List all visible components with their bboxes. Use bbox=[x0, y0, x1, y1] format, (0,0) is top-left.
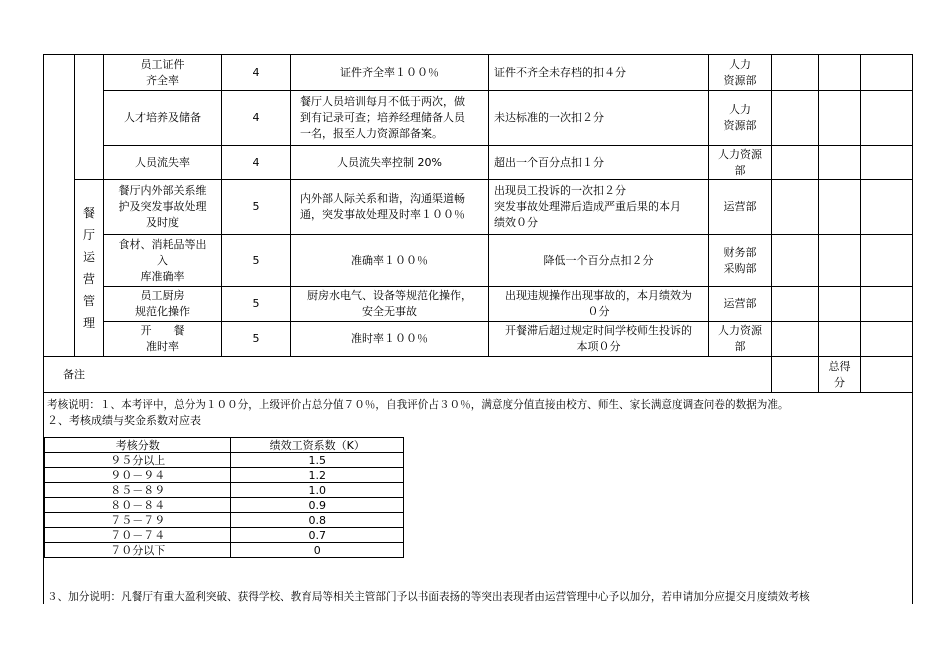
row3-standard: 人员流失率控制 20% bbox=[337, 155, 442, 169]
row4-item: 餐厅内外部关系维 护及突发事故处理 及时度 bbox=[118, 184, 207, 229]
row2-score: 4 bbox=[252, 111, 260, 124]
col-line-7 bbox=[771, 54, 772, 392]
row3-score: 4 bbox=[252, 155, 260, 169]
note-line-2: ２、考核成绩与奖金系数对应表 bbox=[47, 414, 201, 427]
row2-standard: 餐厅人员培训每月不低于两次，做 到有记录可查；培养经理储备人员 一名，报至人力资源部备案。 bbox=[300, 95, 465, 140]
coef-k: 1.2 bbox=[231, 468, 404, 483]
row3-item: 人员流失率 bbox=[135, 155, 190, 169]
row4-score: 5 bbox=[252, 200, 260, 213]
row2-dept: 人力 资源部 bbox=[723, 103, 757, 132]
table-row bbox=[45, 513, 404, 528]
row7-item: 开 餐 准时率 bbox=[140, 324, 185, 353]
table-row bbox=[45, 438, 404, 453]
row4-standard: 内外部人际关系和谐，沟通渠道畅 通，突发事故处理及时率１００％ bbox=[300, 192, 465, 221]
note-line-1: 考核说明：１、本考评中，总分为１００分，上级评价占总分值７０％，自我评价占３０％，满意度分值直接由校方、师生、家长满意度调查问卷的数据为准。 bbox=[47, 399, 789, 411]
table-row bbox=[45, 468, 404, 483]
col-line-9 bbox=[860, 54, 861, 392]
note-line-3: ３、加分说明：凡餐厅有重大盈利突破、获得学校、教育局等相关主管部门予以书面表扬的等突出表现者由运营管理中心予以加分，若申请加分应提交月度绩效考核 bbox=[47, 591, 810, 603]
total-score-label: 总得 分 bbox=[828, 359, 851, 389]
row6-deduct: 出现违规操作出现事故的，本月绩效为 ０分 bbox=[505, 289, 692, 318]
table-row bbox=[45, 453, 404, 468]
row7-deduct: 开餐滞后超过规定时间学校师生投诉的 本项０分 bbox=[505, 324, 692, 353]
row2-deduct: 未达标准的一次扣２分 bbox=[494, 111, 604, 124]
row3-dept: 人力资源 部 bbox=[718, 147, 762, 177]
col-line-8 bbox=[818, 54, 819, 356]
row3-deduct: 超出一个百分点扣１分 bbox=[494, 155, 604, 169]
row-line-7 bbox=[43, 356, 913, 357]
row1-deduct: 证件不齐全未存档的扣４分 bbox=[494, 65, 626, 79]
coef-k: 0.7 bbox=[231, 528, 404, 543]
row6-item: 员工厨房 规范化操作 bbox=[135, 289, 190, 318]
coef-k: 0.8 bbox=[231, 513, 404, 528]
coef-score: ８５－８９ bbox=[45, 483, 231, 498]
coef-score: ９０－９４ bbox=[45, 468, 231, 483]
frame-right bbox=[912, 54, 913, 604]
row7-dept: 人力资源 部 bbox=[718, 324, 762, 353]
row1-dept: 人力 资源部 bbox=[723, 57, 757, 87]
category-label: 餐 厅 运 营 管 理 bbox=[82, 206, 95, 330]
remarks-label: 备注 bbox=[63, 367, 85, 381]
row7-standard: 准时率１００％ bbox=[351, 332, 428, 345]
coef-k: 1.5 bbox=[231, 453, 404, 468]
coef-score: ７０－７４ bbox=[45, 528, 231, 543]
table-row bbox=[45, 498, 404, 513]
coefficient-table bbox=[44, 437, 404, 555]
row6-score: 5 bbox=[252, 297, 260, 310]
row1-item: 员工证件 齐全率 bbox=[140, 57, 185, 87]
row6-dept: 运营部 bbox=[723, 297, 757, 310]
row5-standard: 准确率１００％ bbox=[351, 253, 428, 267]
row5-dept: 财务部 采购部 bbox=[723, 245, 757, 275]
row4-dept: 运营部 bbox=[723, 200, 757, 213]
table-row bbox=[45, 483, 404, 498]
coef-score: ８０－８４ bbox=[45, 498, 231, 513]
coef-k: 1.0 bbox=[231, 483, 404, 498]
table-row bbox=[45, 528, 404, 543]
row5-item: 食材、消耗品等出 入 库准确率 bbox=[118, 237, 207, 283]
row-line-8 bbox=[43, 392, 913, 393]
coef-k: 0.9 bbox=[231, 498, 404, 513]
row2-item: 人才培养及储备 bbox=[124, 111, 201, 124]
table-row bbox=[45, 543, 404, 558]
row4-deduct: 出现员工投诉的一次扣２分 突发事故处理滞后造成严重后果的本月 绩效０分 bbox=[494, 184, 681, 229]
row1-score: 4 bbox=[252, 65, 260, 79]
row5-deduct: 降低一个百分点扣２分 bbox=[543, 253, 654, 267]
row7-score: 5 bbox=[252, 332, 260, 345]
coef-header-score: 考核分数 bbox=[45, 438, 231, 453]
row1-standard: 证件齐全率１００％ bbox=[340, 65, 439, 79]
coef-k: 0 bbox=[231, 543, 404, 558]
coef-header-k: 绩效工资系数（K） bbox=[231, 438, 404, 453]
row5-score: 5 bbox=[252, 253, 260, 267]
coef-score: ９５分以上 bbox=[45, 453, 231, 468]
coef-score: ７０分以下 bbox=[45, 543, 231, 558]
row6-standard: 厨房水电气、设备等规范化操作， 安全无事故 bbox=[307, 289, 472, 318]
coef-score: ７５－７９ bbox=[45, 513, 231, 528]
